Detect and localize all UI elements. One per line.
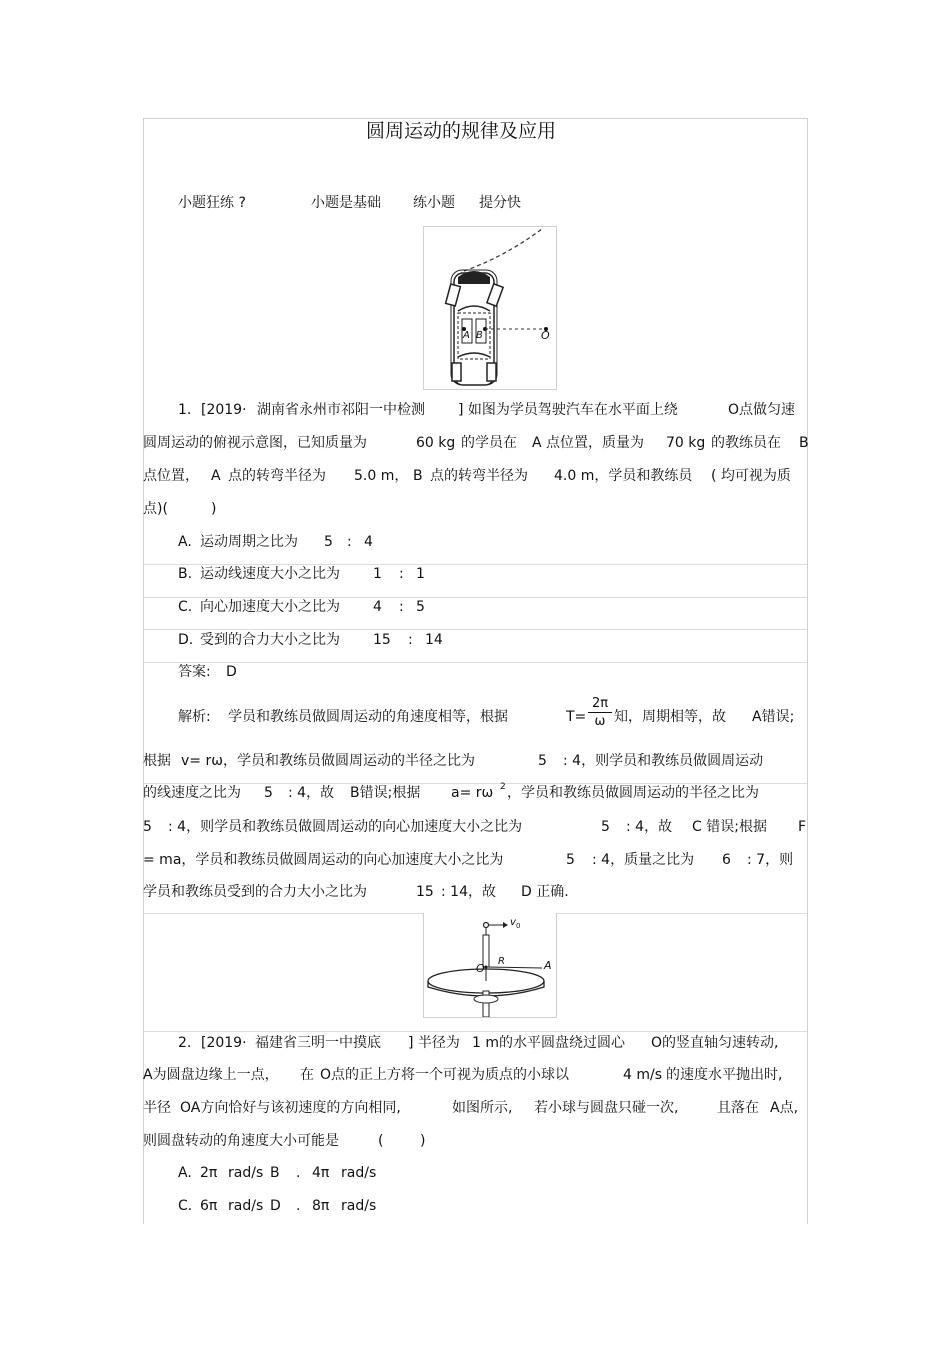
question-text: 点的转弯半径为 — [430, 468, 528, 484]
analysis-text: C 错误;根据 — [692, 819, 767, 835]
analysis-text: B错误;根据 — [350, 785, 421, 801]
question-number: 2. — [178, 1035, 192, 1051]
question-source-year: [2019· — [201, 1035, 247, 1051]
question-text: A为圆盘边缘上一点， — [143, 1067, 279, 1083]
question-text: OA方向恰好与该初速度的方向相同, — [180, 1100, 401, 1116]
question-text: A 点位置，质量为 — [532, 435, 645, 451]
analysis-text: : 14，故 — [441, 884, 496, 900]
question-text: O点做匀速 — [728, 402, 796, 418]
option-letter: B — [270, 1165, 280, 1181]
analysis-text: : 4，则学员和教练员做圆周运动的向心加速度大小之比为 — [168, 819, 523, 835]
superscript: 2 — [500, 782, 506, 792]
option-text: 14 — [425, 632, 443, 648]
point-a-label: A — [544, 959, 552, 972]
option-letter: A. — [178, 1165, 192, 1181]
analysis-text: 根据 — [143, 753, 171, 769]
question-text: 半径 — [143, 1100, 171, 1116]
analysis-text: : 7，则 — [747, 852, 794, 868]
question-text: ) — [211, 501, 217, 517]
analysis-text: 15 — [416, 884, 434, 900]
question-text: 70 kg — [666, 435, 706, 451]
option-text: 5 — [416, 599, 425, 615]
point-o-label: O — [541, 329, 550, 342]
question-source: 湖南省永州市祁阳一中检测 — [257, 402, 425, 418]
question-text: 的学员在 — [461, 435, 517, 451]
question-text: 点)( — [143, 501, 168, 517]
question-text: 5.0 m， — [354, 468, 409, 484]
analysis-text: ，学员和教练员做圆周运动的半径之比为 — [507, 785, 759, 801]
question-text: 4 m/s — [623, 1067, 663, 1083]
point-a-label: A — [463, 330, 470, 341]
formula-text: a= rω — [451, 785, 494, 801]
slogan: 小题是基础 — [311, 195, 381, 211]
option-text: 4π — [312, 1165, 330, 1181]
analysis-text: = ma，学员和教练员做圆周运动的向心加速度大小之比为 — [143, 852, 504, 868]
car-top-view-figure — [424, 227, 556, 389]
question-text: ( — [378, 1133, 384, 1149]
option-text: 8π — [312, 1198, 330, 1214]
question-text: 圆周运动的俯视示意图，已知质量为 — [143, 435, 367, 451]
analysis-text: : 4，故 — [288, 785, 335, 801]
analysis-text: 学员和教练员做圆周运动的角速度相等，根据 — [228, 709, 508, 725]
formula-text: T= — [566, 709, 587, 725]
question-text: A — [211, 468, 221, 484]
option-text: 受到的合力大小之比为 — [200, 632, 340, 648]
section-label: 小题狂练 ? — [178, 195, 246, 211]
option-letter: C. — [178, 599, 193, 615]
period-fraction — [588, 696, 612, 729]
question-source: 福建省三明一中摸底 — [255, 1035, 381, 1051]
option-text: 5 — [324, 534, 333, 550]
option-text: 1 — [373, 566, 382, 582]
analysis-text: 5 — [566, 852, 575, 868]
question-text: 点位置， — [143, 468, 199, 484]
question-text: B — [413, 468, 423, 484]
question-text: ] 半径为 — [408, 1035, 460, 1051]
option-text: 1 — [416, 566, 425, 582]
option-text: : — [399, 566, 404, 582]
question-text: 点的转弯半径为 — [228, 468, 326, 484]
option-letter: B. — [178, 566, 193, 582]
answer-value: D — [226, 664, 237, 680]
option-text: rad/s — [228, 1165, 264, 1181]
fraction-numerator: 2π — [591, 696, 609, 711]
analysis-text: D 正确. — [521, 884, 569, 900]
question-text: ] 如图为学员驾驶汽车在水平面上绕 — [458, 402, 678, 418]
question-text: 的速度水平抛出时, — [666, 1067, 783, 1083]
center-o-label: O — [476, 962, 485, 975]
option-text: : — [347, 534, 352, 550]
analysis-text: F — [798, 819, 807, 835]
option-text: rad/s — [228, 1198, 264, 1214]
option-text: 2π — [200, 1165, 218, 1181]
option-text: 运动线速度大小之比为 — [200, 566, 340, 582]
analysis-text: 知，周期相等，故 — [614, 709, 726, 725]
divider — [143, 1031, 807, 1032]
disk-diagram — [423, 913, 557, 1018]
option-text: : — [408, 632, 413, 648]
option-letter: D — [270, 1198, 281, 1214]
question-text: 如图所示, — [452, 1100, 513, 1116]
question-text: B — [799, 435, 809, 451]
question-text: O点的正上方将一个可视为质点的小球以 — [320, 1067, 570, 1083]
question-text: ) — [420, 1133, 426, 1149]
point-b-label: B — [476, 330, 483, 341]
question-text: O的竖直轴匀速转动, — [651, 1035, 779, 1051]
analysis-text: 6 — [722, 852, 731, 868]
question-text: 4.0 m，学员和教练员 — [554, 468, 693, 484]
question-text: ( 均可视为质 — [711, 468, 791, 484]
question-source-year: [2019· — [201, 402, 247, 418]
option-letter: A. — [178, 534, 192, 550]
question-text: 1 m的水平圆盘绕过圆心 — [472, 1035, 625, 1051]
analysis-text: 的线速度之比为 — [143, 785, 241, 801]
analysis-text: : 4，故 — [626, 819, 673, 835]
option-text: : — [399, 599, 404, 615]
answer-label: 答案: — [178, 664, 211, 680]
question-text: A点, — [770, 1100, 799, 1116]
option-text: rad/s — [341, 1198, 377, 1214]
question-text: 则圆盘转动的角速度大小可能是 — [143, 1133, 339, 1149]
analysis-text: 5 — [143, 819, 152, 835]
option-text: . — [296, 1198, 301, 1214]
option-text: 向心加速度大小之比为 — [200, 599, 340, 615]
analysis-text: 5 — [264, 785, 273, 801]
option-text: . — [296, 1165, 301, 1181]
car-diagram — [423, 226, 557, 390]
analysis-label: 解析: — [178, 709, 211, 725]
question-text: 且落在 — [717, 1100, 759, 1116]
question-text: 60 kg — [416, 435, 456, 451]
analysis-text: 学员和教练员受到的合力大小之比为 — [143, 884, 367, 900]
analysis-text: 5 — [601, 819, 610, 835]
option-text: rad/s — [341, 1165, 377, 1181]
rotating-disk-figure — [424, 913, 556, 1017]
option-letter: D. — [178, 632, 194, 648]
analysis-text: v= rω，学员和教练员做圆周运动的半径之比为 — [181, 753, 475, 769]
option-text: 4 — [373, 599, 382, 615]
analysis-text: A错误; — [752, 709, 795, 725]
analysis-text: 5 — [538, 753, 547, 769]
option-text: 15 — [373, 632, 391, 648]
question-text: 若小球与圆盘只碰一次, — [534, 1100, 679, 1116]
divider — [143, 662, 807, 663]
analysis-text: : 4，质量之比为 — [592, 852, 695, 868]
slogan: 练小题 — [413, 195, 455, 211]
option-letter: C. — [178, 1198, 193, 1214]
page-title: 圆周运动的规律及应用 — [366, 120, 557, 142]
question-number: 1. — [178, 402, 192, 418]
radius-label: R — [498, 956, 505, 967]
velocity-subscript: 0 — [516, 922, 521, 930]
slogan: 提分快 — [479, 195, 521, 211]
option-text: 运动周期之比为 — [200, 534, 298, 550]
question-text: 的教练员在 — [711, 435, 781, 451]
fraction-denominator: ω — [594, 714, 606, 729]
option-text: 4 — [364, 534, 373, 550]
option-text: 6π — [200, 1198, 218, 1214]
question-text: 在 — [300, 1067, 314, 1083]
analysis-text: : 4，则学员和教练员做圆周运动 — [563, 753, 764, 769]
velocity-label: v — [510, 917, 516, 928]
